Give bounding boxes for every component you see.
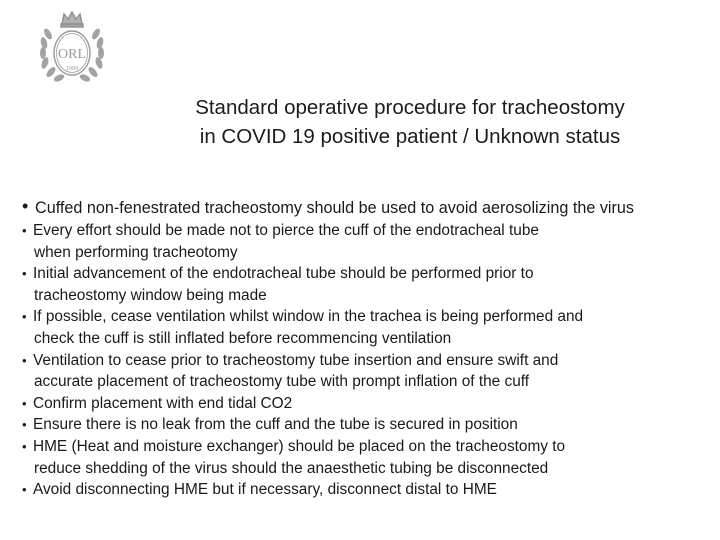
list-item	[22, 306, 712, 349]
list-item	[22, 263, 712, 306]
orl-logo	[26, 8, 118, 90]
list-item	[22, 393, 712, 415]
bullet-line: • Initial advancement of the endotracheal tube should be performed prior to	[33, 265, 534, 283]
list-item	[22, 197, 712, 219]
bullet-line: • Avoid disconnecting HME but if necessary, disconnect distal to HME	[33, 481, 497, 499]
bullet-line: reduce shedding of the virus should the anaesthetic tubing be disconnected	[34, 459, 549, 477]
list-item	[22, 220, 712, 263]
list-item	[22, 414, 712, 436]
bullet-line: accurate placement of tracheostomy tube with prompt inflation of the cuff	[34, 373, 530, 391]
bullet-line: • Ventilation to cease prior to tracheostomy tube insertion and ensure swift and	[33, 351, 559, 369]
bullet-line: • Cuffed non-fenestrated tracheostomy should be used to avoid aerosolizing the virus	[35, 199, 635, 217]
bullet-line: when performing tracheotomy	[34, 243, 238, 261]
laurel-crown-icon	[26, 8, 118, 90]
list-item	[22, 436, 712, 479]
page-title	[150, 93, 670, 151]
bullet-line: • Confirm placement with end tidal CO2	[33, 394, 293, 412]
bullet-line: • If possible, cease ventilation whilst window in the trachea is being performed and	[33, 308, 584, 326]
logo-text: ORL	[58, 47, 86, 62]
logo-year: 1909	[65, 65, 79, 72]
bullet-line: • HME (Heat and moisture exchanger) should be placed on the tracheostomy to	[33, 437, 566, 455]
list-item	[22, 350, 712, 393]
title-line-2: in COVID 19 positive patient / Unknown status	[199, 125, 621, 148]
title-line-1: Standard operative procedure for tracheostomy	[195, 96, 625, 119]
procedure-bullet-list	[22, 197, 712, 501]
bullet-line: check the cuff is still inflated before recommencing ventilation	[34, 329, 452, 347]
bullet-line: • Every effort should be made not to pierce the cuff of the endotracheal tube	[33, 222, 539, 239]
bullet-line: • Ensure there is no leak from the cuff and the tube is secured in position	[33, 416, 518, 434]
list-item	[22, 479, 712, 501]
bullet-line: tracheostomy window being made	[34, 286, 267, 304]
